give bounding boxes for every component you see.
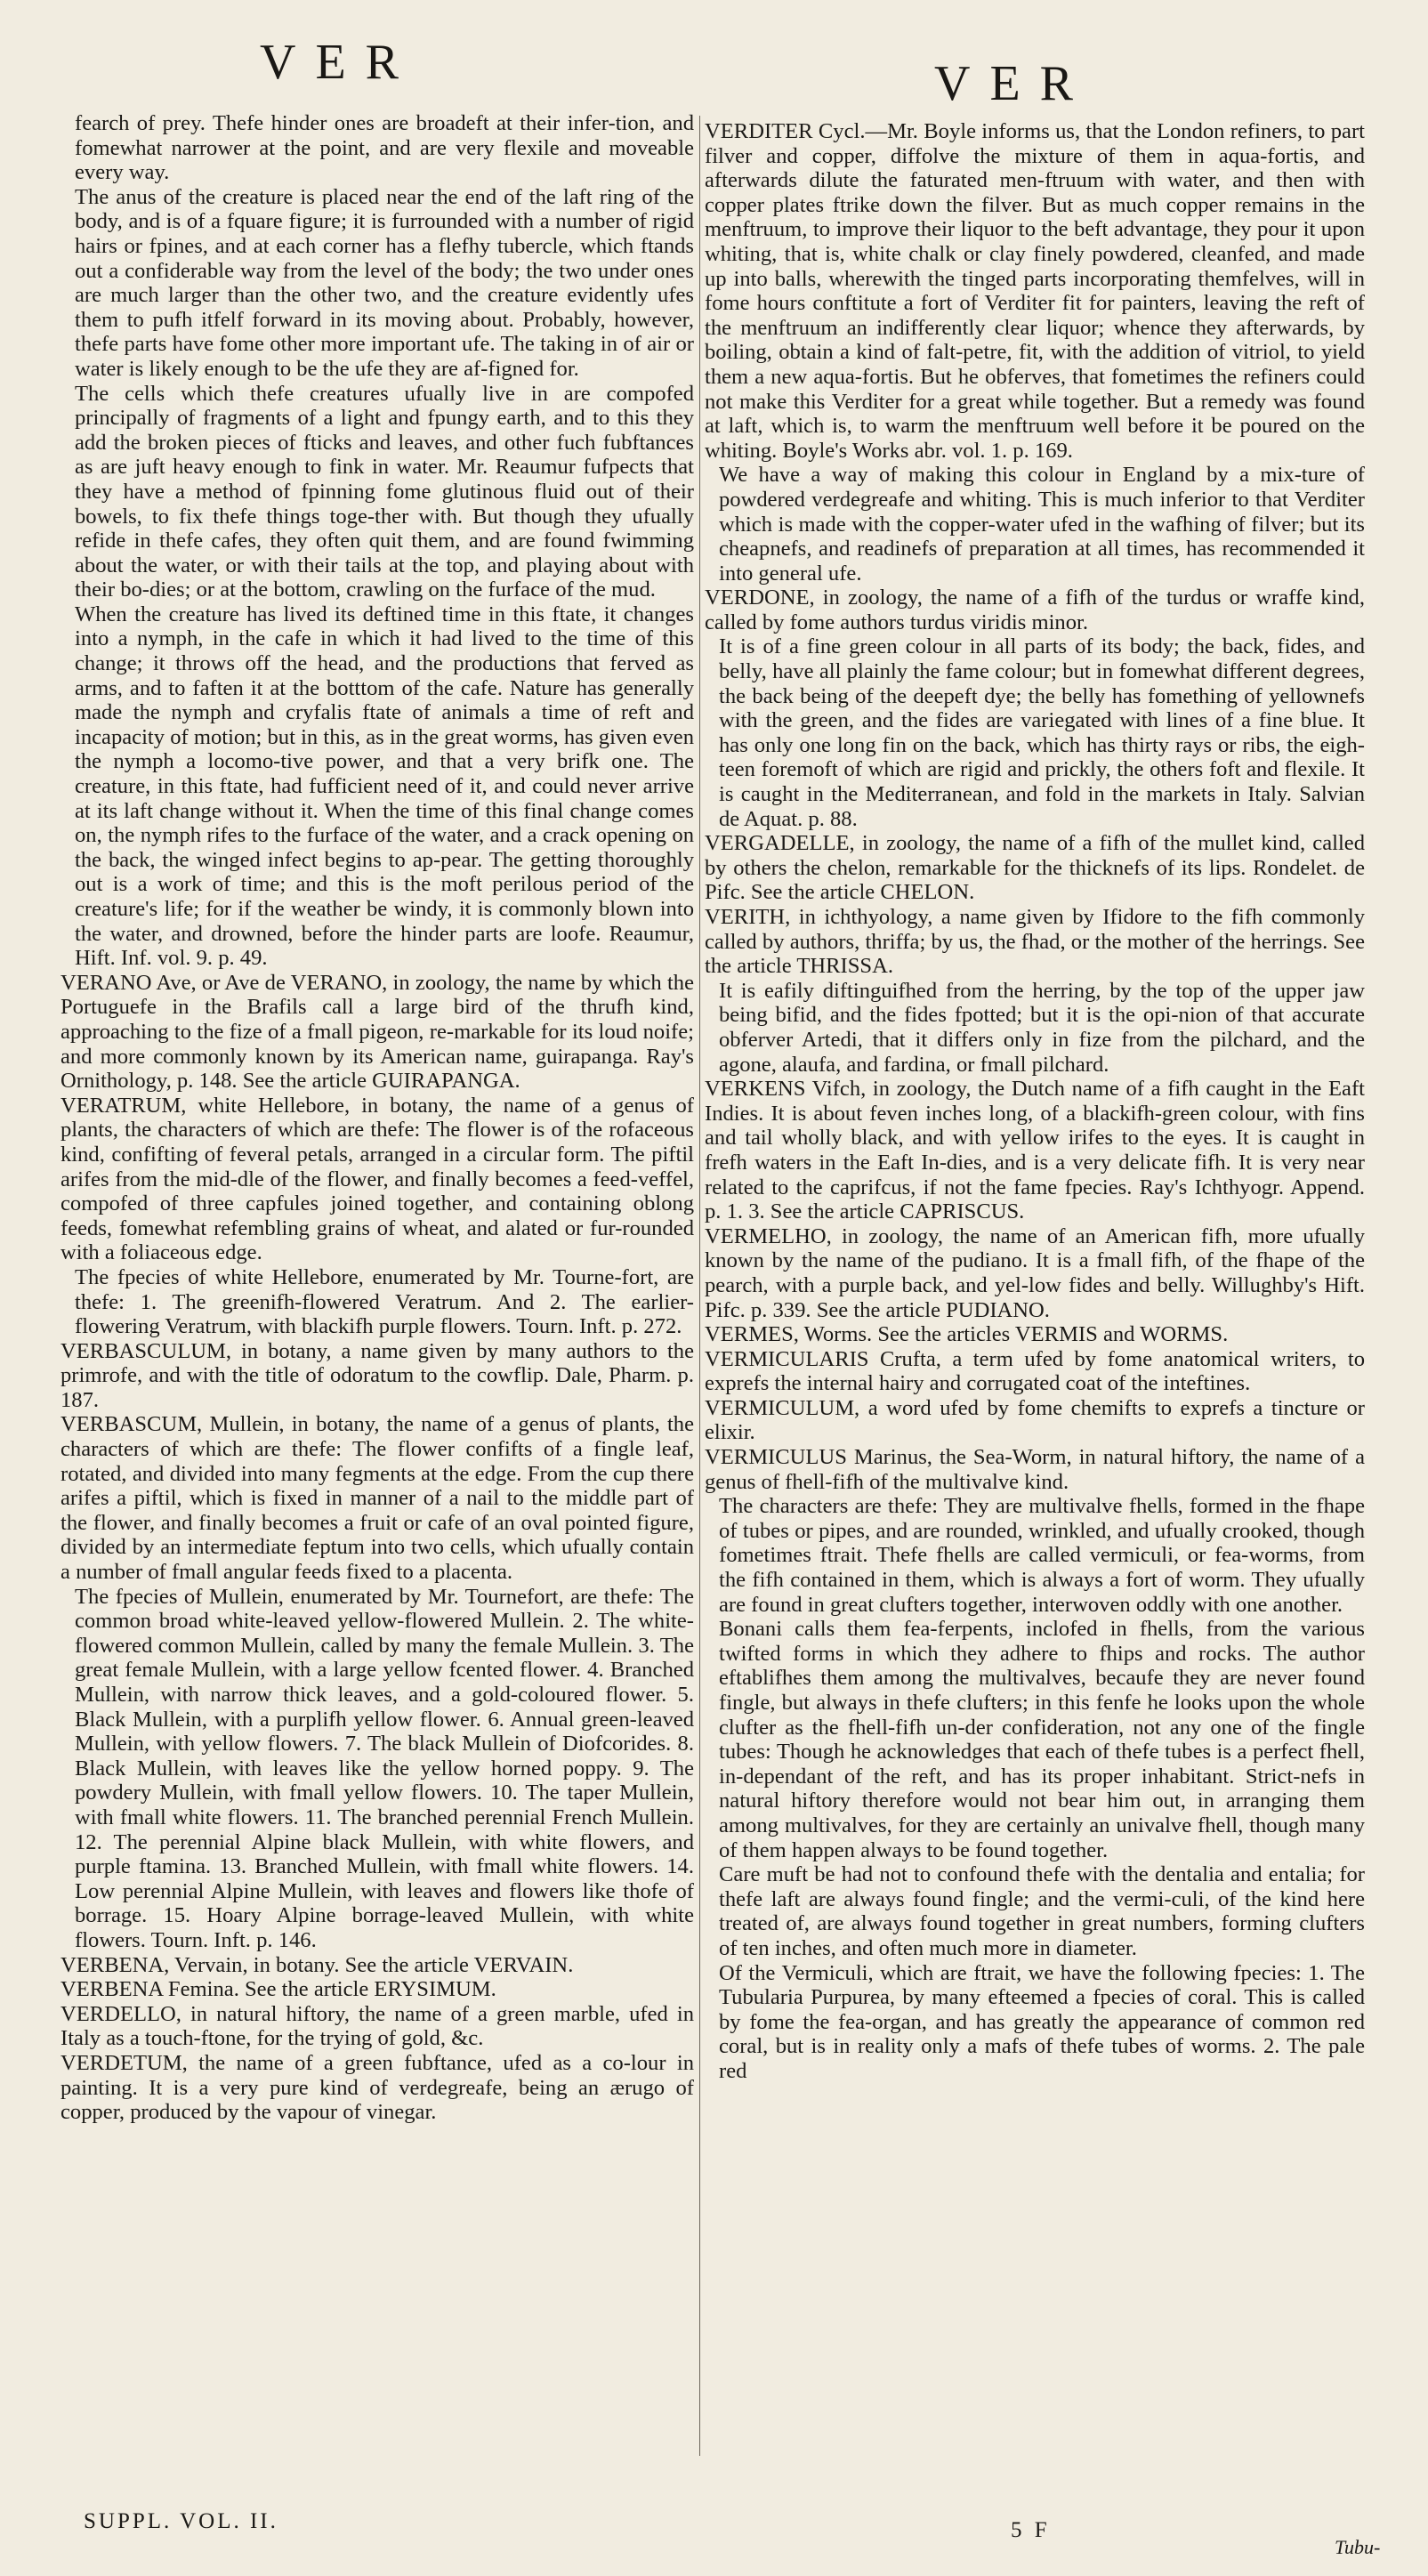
entry-verdetum: VERDETUM, the name of a green fubftance, ufed as a co-lour in painting. It is a very pure kind of verdegreafe, being an ærugo of copper, produced by the vapour of vinegar. bbox=[61, 2050, 694, 2125]
entry-verkens: VERKENS Vifch, in zoology, the Dutch name of a fifh caught in the Eaft Indies. It is about feven inches long, of a blackifh-green colour, with fins and tail wholly black, and with yellow irifes to the eyes. It is caught in frefh waters in the Eaft In-dies, and is a very delicate fifh. It is very near related to the caprifcus, if not the fame fpecies. Ray's Ichthyogr. Append. p. 1. 3. See the article CAPRISCUS. bbox=[705, 1077, 1365, 1224]
signature-mark: 5 F bbox=[1011, 2518, 1051, 2542]
volume-label: SUPPL. VOL. II. bbox=[84, 2509, 278, 2533]
paragraph: Bonani calls them fea-ferpents, inclofed in fhells, from the various twifted forms in which they adhere to fhips and rocks. The author eftablifhes them among the multivalves, becaufe they are never found fingle, but always in thefe clufters; in this fenfe he looks upon the whole clufter as the fhell-fifh un-der confideration, not any one of the fingle tubes: Though he acknowledges that each of thefe tubes is a perfect fhell, in-dependant of the reft, and has its proper inhabitant. Strict-nefs in natural hiftory therefore would not bear him out, in arranging them among multivalves, for they are certainly an univalve fhell, though many of them happen always to be found together. bbox=[719, 1617, 1365, 1862]
entry-verith: VERITH, in ichthyology, a name given by Ifidore to the fifh commonly called by authors, thriffa; by us, the fhad, or the mother of the herrings. See the article THRISSA. bbox=[705, 905, 1365, 979]
paragraph: When the creature has lived its deftined time in this ftate, it changes into a nymph, in the cafe in which it had lived to the time of this change; it throws off the head, and the productions that ferved as arms, and to faften it at the botttom of the cafe. Nature has generally made the nymph and cryfalis ftate of animals a time of reft and incapacity of motion; but in this, as in the great worms, has given even the nymph a locomo-tive power, and that a very brifk one. The creature, in this ftate, had fufficient need of it, and could never arrive at its laft change without it. When the time of this final change comes on, the nymph rifes to the furface of the water, and a crack opening on the back, the winged infect begins to ap-pear. The getting thoroughly out is a work of time; and this is the moft perilous period of the creature's life; for if the weather be windy, it is commonly blown into the water, and drowned, before the hinder parts are loofe. Reaumur, Hift. Inf. vol. 9. p. 49. bbox=[75, 602, 694, 971]
paragraph: The fpecies of white Hellebore, enumerated by Mr. Tourne-fort, are thefe: 1. The greenifh-flowered Veratrum. And 2. The earlier-flowering Veratrum, with blackifh purple flowers. Tourn. Inft. p. 272. bbox=[75, 1264, 694, 1339]
entry-verano: VERANO Ave, or Ave de VERANO, in zoology, the name by which the Portuguefe in the Brafils call a large bird of the thrufh kind, approaching to the fize of a fmall pigeon, re-markable for its loud noife; and more commonly known by its American name, guirapanga. Ray's Ornithology, p. 148. See the article GUIRAPANGA. bbox=[61, 970, 694, 1094]
paragraph: Of the Vermiculi, which are ftrait, we have the following fpecies: 1. The Tubularia Purpurea, by many efteemed a fpecies of coral. This is called by fome the fea-organ, and has greatly the appearance of common red coral, but is in reality only a mafs of thefe tubes of worms. 2. The pale red bbox=[719, 1960, 1365, 2083]
left-column bbox=[61, 111, 694, 2125]
paragraph: The anus of the creature is placed near the end of the laft ring of the body, and is of a fquare figure; it is furrounded with a number of rigid hairs or fpines, and at each corner has a flefhy tubercle, which ftands out a confiderable way from the level of the body; the two under ones are much larger than the other two, and the creature evidently ufes them to pufh itfelf forward in its moving about. Probably, however, thefe parts have fome other more important ufe. The taking in of air or water is likely enough to be the ufe they are af-figned for. bbox=[75, 184, 694, 381]
entry-verbena-femina: VERBENA Femina. See the article ERYSIMUM. bbox=[61, 1977, 496, 2002]
running-head-right: VER bbox=[934, 56, 1093, 111]
paragraph: The cells which thefe creatures ufually live in are compofed principally of fragments of a light and fpungy earth, and to this they add the broken pieces of fticks and leaves, and other fuch fubftances as are juft heavy enough to fink in water. Mr. Reaumur fufpects that they have a method of fpinning fome glutinous fluid out of their bowels, to fix thefe things toge-ther with. But though they ufually refide in thefe cafes, they often quit them, and are found fwimming about the water, or with their tails at the top, and playing about with their bo-dies; or at the bottom, crawling on the furface of the mud. bbox=[75, 381, 694, 602]
entry-verbasculum: VERBASCULUM, in botany, a name given by many authors to the primrofe, and with the title of odoratum to the cowflip. Dale, Pharm. p. 187. bbox=[61, 1338, 694, 1412]
entry-verbascum: VERBASCUM, Mullein, in botany, the name of a genus of plants, the characters of which are thefe: The flower confifts of a fingle leaf, rotated, and divided into many fegments at the edge. From the cup there arifes a piftil, which is fixed in manner of a nail to the middle part of the flower, and finally becomes a fruit or cafe of an oval pointed figure, divided by an intermediate feptum into two cells, which ufually contain a number of fmall angular feeds fixed to a placenta. bbox=[61, 1412, 694, 1585]
entry-vermes: VERMES, Worms. See the articles VERMIS and WORMS. bbox=[705, 1322, 1229, 1347]
entry-verditer: VERDITER Cycl.—Mr. Boyle informs us, that the London refiners, to part filver and copper, diffolve the mixture of them in aqua-fortis, and afterwards dilute the faturated men-ftruum with water, and then with copper plates ftrike down the filver. But as much copper remains in the menftruum, to improve their liquor to the beft advantage, they pour it upon whiting, that is, white chalk or clay finely powdered, cleanfed, and made up into balls, wherewith the tinged parts incorporating themfelves, will in fome hours conftitute a fort of Verditer fit for painters, leaving the reft of the menftruum an indifferently clear liquor; whence they afterwards, by boiling, obtain a kind of falt-petre, fit, with the addition of vitriol, to yield them a new aqua-fortis. But he obferves, that fometimes the refiners could not make this Verditer for a great while together. But a remedy was found at laft, which is, to warm the menftruum well before it be poured on the whiting. Boyle's Works abr. vol. 1. p. 169. bbox=[705, 119, 1365, 463]
paragraph: fearch of prey. Thefe hinder ones are broadeft at their infer-tion, and fomewhat narrower at the point, and are very flexile and moveable every way. bbox=[75, 111, 694, 185]
running-head-left: VER bbox=[260, 35, 418, 90]
entry-vergadelle: VERGADELLE, in zoology, the name of a fifh of the mullet kind, called by others the chelon, remarkable for the thicknefs of its lips. Rondelet. de Pifc. See the article CHELON. bbox=[705, 831, 1365, 905]
paragraph: It is of a fine green colour in all parts of its body; the back, fides, and belly, have all plainly the fame colour; but in fomewhat different degrees, the back being of the deepeft dye; the belly has fomething of yellownefs with the green, and the fides are variegated with lines of a fine blue. It has only one long fin on the back, which has thirty rays or ribs, the eigh-teen foremoft of which are rigid and prickly, the others foft and flexile. It is caught in the Mediterranean, and fold in the markets in Italy. Salvian de Aquat. p. 88. bbox=[719, 634, 1365, 831]
entry-vermelho: VERMELHO, in zoology, the name of an American fifh, more ufually known by the name of the pudiano. It is a fmall fifh, of the fhape of the pearch, with a purple back, and yel-low fides and belly. Willughby's Hift. Pifc. p. 339. See the article PUDIANO. bbox=[705, 1223, 1365, 1322]
paragraph: We have a way of making this colour in England by a mix-ture of powdered verdegreafe and whiting. This is much inferior to that Verditer which is made with the copper-water ufed in the wafhing of filver; but its cheapnefs, and readinefs of preparation at all times, has recommended it into general ufe. bbox=[719, 463, 1365, 585]
paragraph: Care muft be had not to confound thefe with the dentalia and entalia; for thefe laft are always found fingle; and the vermi-culi, of the kind here treated of, are always found together in great numbers, forming clufters of ten inches, and often much more in diameter. bbox=[719, 1862, 1365, 1960]
entry-verbena: VERBENA, Vervain, in botany. See the article VERVAIN. bbox=[61, 1952, 574, 1977]
paragraph: The fpecies of Mullein, enumerated by Mr. Tournefort, are thefe: The common broad white-leaved yellow-flowered Mullein. 2. The white-flowered common Mullein, called by many the female Mullein. 3. The great female Mullein, with a large yellow fcented flower. 4. Branched Mullein, with narrow thick leaves, and a gold-coloured flower. 5. Black Mullein, with a purplifh yellow flower. 6. Annual green-leaved Mullein, with yellow flowers. 7. The black Mullein of Diofcorides. 8. Black Mullein, with leaves like the yellow horned poppy. 9. The powdery Mullein, with fmall yellow flowers. 10. The taper Mullein, with fmall white flowers. 11. The branched perennial French Mullein. 12. The perennial Alpine black Mullein, with white flowers, and purple ftamina. 13. Branched Mullein, with fmall white flowers. 14. Low perennial Alpine Mullein, with leaves and flowers like thofe of borrage. 15. Hoary Alpine borrage-leaved Mullein, with white flowers. Tourn. Inft. p. 146. bbox=[75, 1584, 694, 1952]
entry-vermiculum: VERMICULUM, a word ufed by fome chemifts to exprefs a tincture or elixir. bbox=[705, 1395, 1365, 1445]
paragraph: It is eafily diftinguifhed from the herring, by the top of the upper jaw being bifid, and the fides fpotted; but it is the opi-nion of that accurate obferver Artedi, that it differs only in fize from the pilchard, and the agone, alaufa, and fardina, or fmall pilchard. bbox=[719, 978, 1365, 1077]
entry-verdone: VERDONE, in zoology, the name of a fifh of the turdus or wraffe kind, called by fome authors turdus viridis minor. bbox=[705, 585, 1365, 634]
entry-vermicularis: VERMICULARIS Crufta, a term ufed by fome anatomical writers, to exprefs the internal hairy and corrugated coat of the inteftines. bbox=[705, 1346, 1365, 1396]
right-column bbox=[705, 119, 1365, 2084]
catchword: Tubu- bbox=[1335, 2536, 1381, 2558]
column-divider bbox=[699, 116, 700, 2456]
entry-vermiculus: VERMICULUS Marinus, the Sea-Worm, in natural hiftory, the name of a genus of fhell-fifh of the multivalve kind. bbox=[705, 1445, 1365, 1494]
entry-verdello: VERDELLO, in natural hiftory, the name of a green marble, ufed in Italy as a touch-ftone, for the trying of gold, &c. bbox=[61, 2001, 694, 2051]
entry-veratrum: VERATRUM, white Hellebore, in botany, the name of a genus of plants, the characters of which are thefe: The flower is of the rofaceous kind, confifting of feveral petals, arranged in a circular form. The piftil arifes from the mid-dle of the flower, and finally becomes a feed-veffel, compofed of three capfules joined together, and containing oblong feeds, fomewhat refembling grains of wheat, and alated or fur-rounded with a foliaceous edge. bbox=[61, 1093, 694, 1265]
paragraph: The characters are thefe: They are multivalve fhells, formed in the fhape of tubes or pipes, and are rounded, wrinkled, and ufually crooked, though fometimes ftrait. Thefe fhells are called vermiculi, or fea-worms, from the fifh contained in them, which is always a fort of worm. They ufually are found in great clufters together, interwoven oddly with one another. bbox=[719, 1494, 1365, 1617]
